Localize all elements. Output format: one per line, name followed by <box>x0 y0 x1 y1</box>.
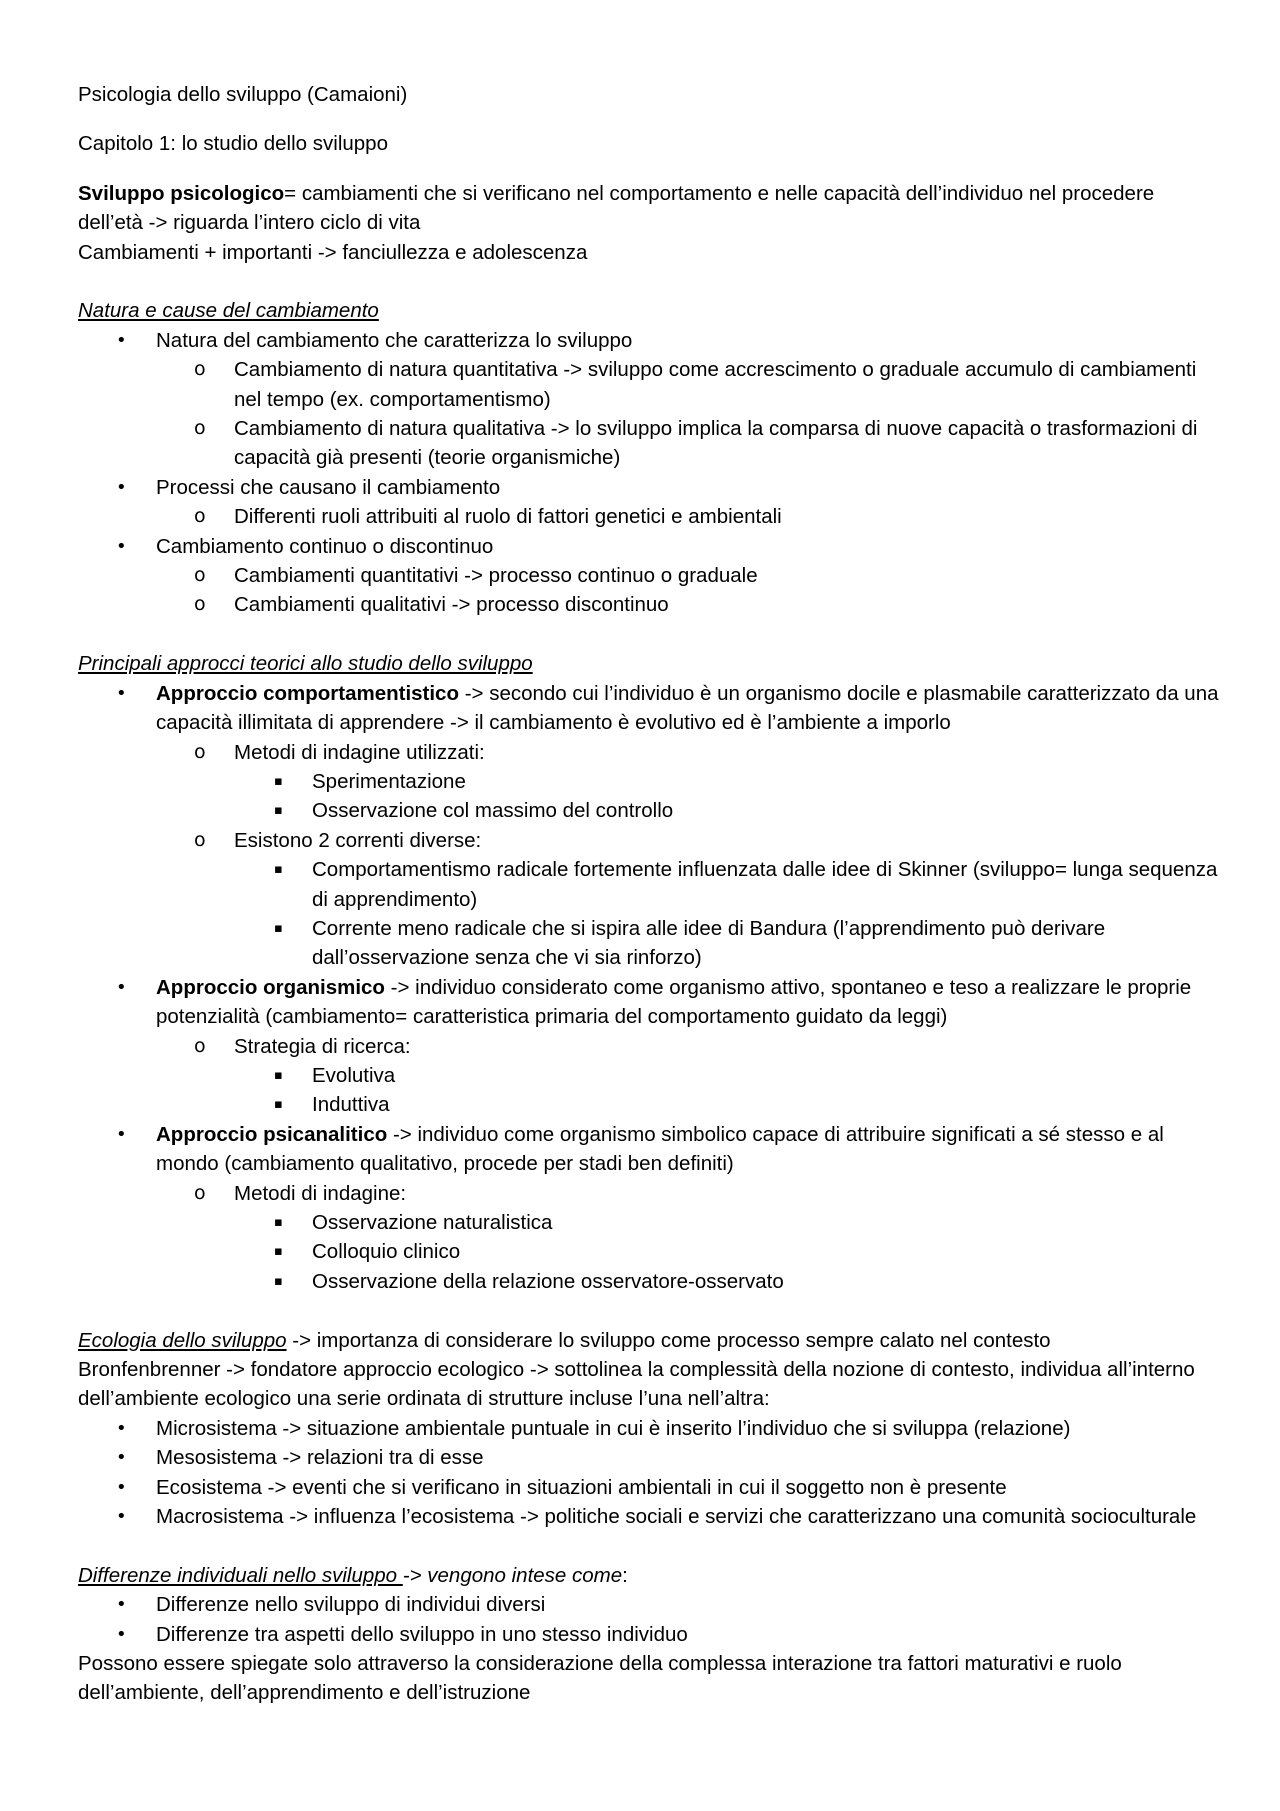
circle-marker: o <box>194 358 206 381</box>
ecologia-heading-rest: -> importanza di considerare lo sviluppo come processo sempre calato nel contesto <box>286 1328 1051 1352</box>
term-bold: Approccio psicanalitico <box>156 1122 388 1146</box>
document-title: Psicologia dello sviluppo (Camaioni) <box>78 83 408 106</box>
square-marker: ▪ <box>274 773 283 789</box>
list-item <box>234 767 1220 796</box>
list-item <box>78 973 1220 1120</box>
list-item <box>234 1090 1220 1119</box>
sub-list <box>156 738 1220 973</box>
bullet-marker: • <box>116 476 127 498</box>
circle-marker: o <box>194 828 206 851</box>
square-marker: ▪ <box>274 920 283 936</box>
list-item <box>78 1473 1220 1502</box>
list-item <box>156 826 1220 973</box>
list-item <box>78 1120 1220 1296</box>
term-bold: Approccio organismico <box>156 975 385 999</box>
list-item <box>234 914 1220 973</box>
approcci-list <box>78 679 1220 1297</box>
list-item <box>156 590 1220 619</box>
differenze-heading-rest: -> vengono intese come <box>402 1563 623 1587</box>
list-item <box>78 1590 1220 1619</box>
circle-marker: o <box>194 593 206 616</box>
list-item-text: Natura del cambiamento che caratterizza lo sviluppo <box>156 328 633 352</box>
list-item <box>78 1443 1220 1472</box>
sub-list <box>234 767 1220 826</box>
circle-marker: o <box>194 740 206 763</box>
intro-definition-text: = cambiamenti che si verificano nel comportamento e nelle capacità dell’individuo nel procedere dell’età -> riguarda l’intero ciclo di vita <box>78 181 1155 235</box>
list-item <box>156 1179 1220 1297</box>
bullet-marker: • <box>116 1623 127 1645</box>
term-bold: Approccio comportamentistico <box>156 681 459 705</box>
list-item <box>78 1620 1220 1649</box>
circle-marker: o <box>194 505 206 528</box>
circle-marker: o <box>194 1034 206 1057</box>
list-item <box>156 502 1220 531</box>
differenze-heading-line <box>78 1561 1220 1590</box>
intro-definition <box>78 179 1220 238</box>
list-item-text: Metodi di indagine: <box>234 1181 407 1205</box>
list-item <box>156 414 1220 473</box>
list-item-text: Evolutiva <box>312 1063 396 1087</box>
bullet-marker: • <box>116 535 127 557</box>
list-item <box>78 473 1220 532</box>
list-item-text: Induttiva <box>312 1093 390 1117</box>
differenze-colon: : <box>622 1563 628 1587</box>
square-marker: ▪ <box>274 1215 283 1230</box>
bullet-marker: • <box>116 1447 127 1469</box>
bullet-marker: • <box>116 1594 127 1616</box>
list-item <box>156 561 1220 590</box>
list-item <box>78 532 1220 620</box>
list-item-text: Metodi di indagine utilizzati: <box>234 740 485 764</box>
list-item <box>156 1032 1220 1120</box>
list-item-text: Cambiamenti quantitativi -> processo continuo o graduale <box>234 564 758 588</box>
intro-term: Sviluppo psicologico <box>78 181 285 205</box>
circle-marker: o <box>194 564 206 587</box>
list-item-text: -> individuo come organismo simbolico capace di attribuire significati a sé stesso e al mondo (cambiamento qualitativo, procede per stadi ben definiti) <box>156 1122 1164 1176</box>
list-item-text: -> individuo considerato come organismo attivo, spontaneo e teso a realizzare le proprie potenzialità (cambiamento= caratteristica primaria del comportamento guidato da leggi) <box>156 975 1192 1029</box>
list-item-text: Cambiamento di natura qualitativa -> lo sviluppo implica la comparsa di nuove capacità o trasformazioni di capacità già presenti (teorie organismiche) <box>234 417 1198 470</box>
section-heading-ecologia: Ecologia dello sviluppo <box>78 1328 287 1352</box>
list-item <box>234 796 1220 825</box>
list-item <box>156 355 1220 414</box>
list-item-text: Osservazione naturalistica <box>312 1211 553 1234</box>
square-marker: ▪ <box>274 1273 283 1289</box>
list-item-text: Strategia di ricerca: <box>234 1034 411 1058</box>
bullet-marker: • <box>116 1417 127 1439</box>
sub-list <box>156 1179 1220 1297</box>
list-item <box>234 1267 1220 1296</box>
bullet-marker: • <box>116 1506 127 1528</box>
list-item-text: Macrosistema -> influenza l’ecosistema -> politiche sociali e servizi che caratterizzano una comunità socioculturale <box>156 1505 1197 1529</box>
list-item-text: Cambiamento di natura quantitativa -> sviluppo come accrescimento o graduale accumulo di cambiamenti nel tempo (ex. comportamentismo) <box>234 358 1197 411</box>
sub-list <box>156 355 1220 473</box>
list-item-text: Cambiamenti qualitativi -> processo discontinuo <box>234 593 669 617</box>
list-item-text: Esistono 2 correnti diverse: <box>234 828 482 852</box>
list-item-text: Mesosistema -> relazioni tra di esse <box>156 1446 484 1470</box>
list-item-text: Ecosistema -> eventi che si verificano in situazioni ambientali in cui il soggetto non è presente <box>156 1475 1007 1499</box>
list-item-text: Differenti ruoli attribuiti al ruolo di fattori genetici e ambientali <box>234 505 782 529</box>
square-marker: ▪ <box>274 1097 283 1113</box>
intro-line-2: Cambiamenti + importanti -> fanciullezza e adolescenza <box>78 240 588 264</box>
list-item-text: Microsistema -> situazione ambientale puntuale in cui è inserito l’individuo che si sviluppa (relazione) <box>156 1416 1071 1440</box>
list-item-text: Comportamentismo radicale fortemente influenzata dalle idee di Skinner (sviluppo= lunga sequenza di apprendimento) <box>312 858 1218 911</box>
sub-list <box>156 1032 1220 1120</box>
list-item <box>78 679 1220 973</box>
sub-list <box>234 855 1220 973</box>
list-item-text: Differenze tra aspetti dello sviluppo in uno stesso individuo <box>156 1622 688 1646</box>
list-item-text: Osservazione della relazione osservatore-osservato <box>312 1269 784 1293</box>
differenze-closing: Possono essere spiegate solo attraverso la considerazione della complessa interazione tra fattori maturativi e ruolo dell’ambiente, dell’apprendimento e dell’istruzione <box>78 1652 1122 1705</box>
circle-marker: o <box>194 417 206 440</box>
list-item <box>234 1208 1220 1237</box>
ecologia-heading-line <box>78 1326 1220 1355</box>
section-heading-natura: Natura e cause del cambiamento <box>78 299 379 323</box>
list-item-text: Differenze nello sviluppo di individui diversi <box>156 1593 546 1617</box>
list-item <box>234 1237 1220 1266</box>
list-item-text: Colloquio clinico <box>312 1240 461 1264</box>
list-item <box>78 1502 1220 1531</box>
list-item-text: Corrente meno radicale che si ispira alle idee di Bandura (l’apprendimento può derivare dall’osservazione senza che vi sia rinforzo) <box>312 916 1106 970</box>
sub-list <box>156 561 1220 620</box>
list-item-text: -> secondo cui l’individuo è un organismo docile e plasmabile caratterizzato da una capacità illimitata di apprendere -> il cambiamento è evolutivo ed è l’ambiente a imporlo <box>156 681 1219 735</box>
list-item-text: Cambiamento continuo o discontinuo <box>156 534 494 558</box>
list-item <box>234 855 1220 914</box>
bullet-marker: • <box>116 1476 127 1498</box>
list-item <box>78 1414 1220 1443</box>
bullet-marker: • <box>116 1123 127 1145</box>
bullet-marker: • <box>116 682 127 704</box>
bullet-marker: • <box>116 329 127 351</box>
ecologia-paragraph: Bronfenbrenner -> fondatore approccio ecologico -> sottolinea la complessità della nozione di contesto, individua all’interno dell’ambiente ecologico una serie ordinata di strutture incluse l’una nell’altra: <box>78 1358 1195 1411</box>
list-item <box>156 738 1220 826</box>
sub-list <box>234 1061 1220 1120</box>
differenze-list <box>78 1590 1220 1649</box>
circle-marker: o <box>194 1181 206 1204</box>
bullet-marker: • <box>116 976 127 998</box>
section-heading-differenze: Differenze individuali nello sviluppo <box>78 1563 403 1587</box>
list-item <box>78 326 1220 473</box>
sub-list <box>156 502 1220 531</box>
sub-list <box>234 1208 1220 1296</box>
list-item-text: Osservazione col massimo del controllo <box>312 799 674 823</box>
square-marker: ▪ <box>274 862 283 878</box>
square-marker: ▪ <box>274 1244 283 1260</box>
section-heading-approcci: Principali approcci teorici allo studio dello sviluppo <box>78 652 533 676</box>
square-marker: ▪ <box>274 1067 283 1083</box>
chapter-title: Capitolo 1: lo studio dello sviluppo <box>78 132 388 156</box>
list-item-text: Sperimentazione <box>312 769 466 793</box>
list-item <box>234 1061 1220 1090</box>
square-marker: ▪ <box>274 803 283 819</box>
ecologia-list <box>78 1414 1220 1532</box>
natura-list <box>78 326 1220 620</box>
list-item-text: Processi che causano il cambiamento <box>156 475 501 499</box>
